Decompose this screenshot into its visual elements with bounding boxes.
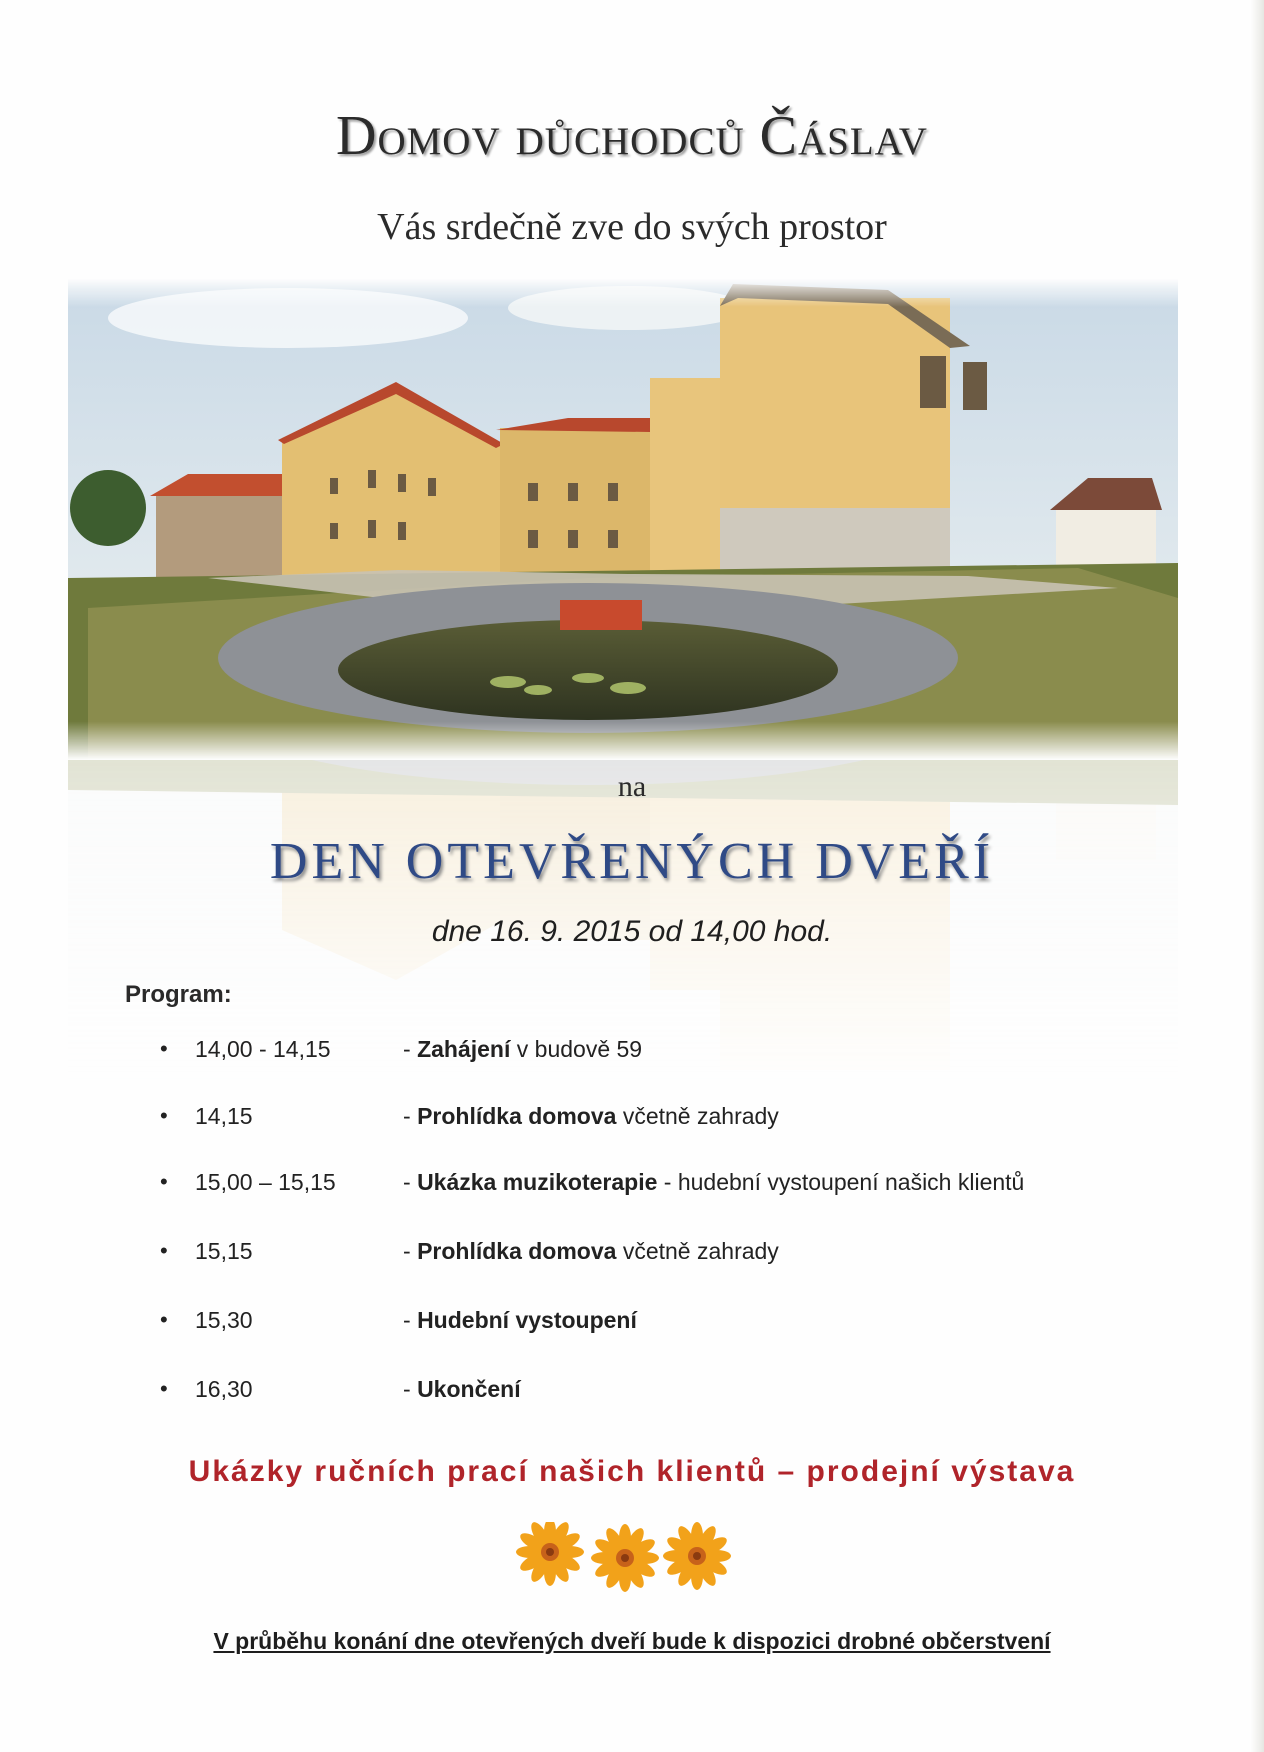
program-time: 14,00 - 14,15 <box>195 1036 331 1062</box>
event-title: DEN OTEVŘENÝCH DVEŘÍ <box>269 833 995 890</box>
event-date: dne 16. 9. 2015 od 14,00 hod. <box>431 915 833 948</box>
church-wall <box>156 493 286 588</box>
red-bridge <box>560 600 642 630</box>
building-photo <box>68 278 1178 760</box>
program-desc: - Hudební vystoupení <box>403 1307 637 1333</box>
building-middle <box>500 428 650 588</box>
program-time: 15,15 <box>195 1238 253 1264</box>
bullet-icon: • <box>160 1376 168 1401</box>
poster-title: Domov důchodců Čáslav <box>336 105 928 167</box>
bullet-icon: • <box>160 1103 168 1128</box>
poster-subtitle: Vás srdečně zve do svých prostor <box>377 206 887 248</box>
cloud <box>108 288 468 348</box>
building-photo-svg <box>68 278 1178 760</box>
program-desc: - Ukončení <box>403 1376 521 1402</box>
building-tower <box>650 378 720 588</box>
program-desc: - Prohlídka domova včetně zahrady <box>403 1238 779 1264</box>
tree <box>70 470 146 546</box>
flowers-decoration <box>515 1522 735 1594</box>
sale-announcement: Ukázky ručních prací našich klientů – prodejní výstava <box>188 1455 1076 1488</box>
program-time: 15,00 – 15,15 <box>195 1169 336 1195</box>
bullet-icon: • <box>160 1307 168 1332</box>
footer-note: V průběhu konání dne otevřených dveří bude k dispozici drobné občerstvení <box>213 1628 1051 1654</box>
bullet-icon: • <box>160 1238 168 1263</box>
program-item <box>160 1376 1160 1410</box>
program-desc: - Prohlídka domova včetně zahrady <box>403 1103 779 1129</box>
cloud <box>508 286 748 330</box>
program-item <box>160 1238 1160 1272</box>
program-item <box>160 1307 1160 1341</box>
program-time: 14,15 <box>195 1103 253 1129</box>
program-label: Program: <box>125 981 232 1008</box>
program-item <box>160 1036 1160 1070</box>
program-desc: - Ukázka muzikoterapie - hudební vystoupení našich klientů <box>403 1169 1025 1195</box>
program-item <box>160 1169 1160 1203</box>
program-time: 16,30 <box>195 1376 253 1402</box>
program-desc: - Zahájení v budově 59 <box>403 1036 643 1062</box>
program-item <box>160 1103 1160 1137</box>
bullet-icon: • <box>160 1169 168 1194</box>
pond <box>338 620 838 720</box>
connector-na: na <box>617 770 647 803</box>
program-time: 15,30 <box>195 1307 253 1333</box>
flower-icon <box>515 1522 735 1594</box>
bullet-icon: • <box>160 1036 168 1061</box>
